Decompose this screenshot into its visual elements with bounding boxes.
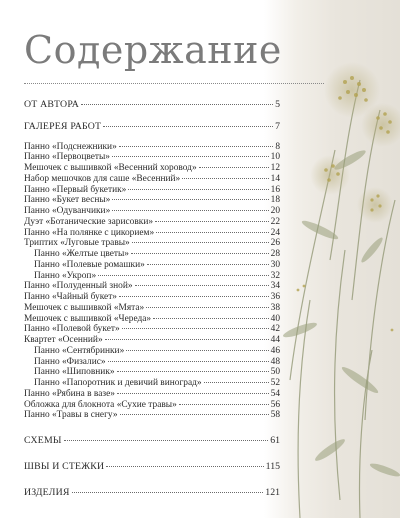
- dot-leader: [112, 156, 269, 157]
- toc-entry-label: Панно «Шиповник»: [34, 367, 115, 378]
- dot-leader: [131, 253, 269, 254]
- dot-leader: [182, 178, 268, 179]
- toc-entry[interactable]: [24, 206, 280, 217]
- toc-entry-label: Панно «Полевой букет»: [24, 324, 120, 335]
- toc-entry-label: Мешочек с вышивкой «Мята»: [24, 302, 145, 313]
- title-divider: [24, 83, 324, 84]
- toc-entry[interactable]: [24, 335, 280, 346]
- toc-page-number: 40: [270, 313, 280, 324]
- toc-page-number: 56: [270, 399, 280, 410]
- toc-entry[interactable]: [24, 314, 280, 325]
- toc-entry-label: СХЕМЫ: [24, 435, 62, 446]
- toc-entry-label: Панно «Одуванчики»: [24, 206, 111, 216]
- toc-entry[interactable]: [24, 152, 280, 163]
- toc-entry-label: Панно «Полуденный зной»: [24, 281, 133, 292]
- toc-page-number: 38: [270, 302, 280, 313]
- toc-page-number: 115: [265, 460, 280, 472]
- toc-entry-label: Панно «Укроп»: [34, 270, 97, 281]
- toc-entry-label: Мешочек с вышивкой «Череда»: [24, 313, 152, 324]
- toc-entry-label: Панно «Папоротник и девичий виноград»: [34, 378, 202, 388]
- dot-leader: [106, 466, 263, 467]
- toc-page-number: 34: [270, 281, 280, 292]
- toc-page-number: 10: [270, 152, 280, 163]
- toc-entry[interactable]: [24, 389, 280, 400]
- toc-entry-author[interactable]: [24, 100, 280, 111]
- toc-entry-label: Панно «Рябина в вазе»: [24, 388, 115, 399]
- toc-entry[interactable]: [24, 228, 280, 239]
- toc-page-number: 121: [265, 486, 280, 498]
- toc-page-number: 24: [270, 227, 280, 238]
- toc-page-number: 12: [270, 163, 280, 173]
- dot-leader: [108, 361, 269, 362]
- toc-entry-label: ГАЛЕРЕЯ РАБОТ: [24, 120, 102, 132]
- dot-leader: [98, 275, 268, 276]
- toc-page-number: 48: [270, 356, 280, 367]
- toc-entry-label: Обложка для блокнота «Сухие травы»: [24, 399, 177, 410]
- toc-page-number: 18: [270, 195, 280, 206]
- toc-entry-label: Панно «Физалис»: [34, 356, 106, 367]
- dot-leader: [204, 382, 269, 383]
- toc-subentry[interactable]: [24, 357, 280, 368]
- toc-subentry[interactable]: [24, 367, 280, 378]
- dot-leader: [64, 440, 269, 441]
- toc-page-number: 14: [270, 173, 280, 184]
- dot-leader: [112, 210, 268, 211]
- dot-leader: [112, 199, 268, 200]
- dot-leader: [155, 221, 269, 222]
- dot-leader: [120, 414, 269, 415]
- toc-entry[interactable]: [24, 142, 280, 153]
- toc-subentry[interactable]: [24, 271, 280, 282]
- toc-works-list: [24, 142, 280, 422]
- toc-entry-label: Дуэт «Ботанические зарисовки»: [24, 216, 154, 227]
- toc-entry-label: Панно «Подснежники»: [24, 141, 117, 152]
- toc-entry-label: Панно «Букет весны»: [24, 195, 111, 206]
- toc-entry[interactable]: [24, 303, 280, 314]
- toc-entry-label: Панно «Первый букетик»: [24, 184, 127, 195]
- toc-entry-label: Панно «Полевые ромашки»: [34, 259, 145, 270]
- toc-entry-label: Панно «Первоцветы»: [24, 152, 110, 163]
- toc-entry-label: Панно «Чайный букет»: [24, 292, 117, 302]
- toc-entry[interactable]: [24, 292, 280, 303]
- dot-leader: [126, 350, 268, 351]
- toc-entry[interactable]: [24, 400, 280, 411]
- toc-entry[interactable]: [24, 174, 280, 185]
- toc-page-number: 16: [270, 184, 280, 195]
- toc-entry[interactable]: [24, 238, 280, 249]
- toc-entry[interactable]: [24, 410, 280, 421]
- toc-subentry[interactable]: [24, 260, 280, 271]
- toc-page-number: 61: [270, 435, 280, 446]
- table-of-contents: [24, 100, 280, 498]
- toc-entry-label: Мешочек с вышивкой «Весенний хоровод»: [24, 163, 197, 173]
- toc-page-number: 52: [270, 378, 280, 388]
- dot-leader: [105, 339, 269, 340]
- dot-leader: [146, 307, 268, 308]
- dot-leader: [72, 492, 264, 493]
- toc-page-number: 58: [270, 410, 280, 421]
- dot-leader: [103, 126, 273, 127]
- toc-page-number: 32: [270, 270, 280, 281]
- toc-entry[interactable]: [24, 195, 280, 206]
- toc-page-number: 30: [270, 259, 280, 270]
- toc-entry[interactable]: [24, 217, 280, 228]
- page-title: Содержание: [24, 28, 282, 72]
- toc-entry-label: ИЗДЕЛИЯ: [24, 486, 70, 498]
- toc-entry-label: Квартет «Осенний»: [24, 335, 103, 345]
- toc-subentry[interactable]: [24, 378, 280, 389]
- toc-page-number: 7: [275, 120, 280, 132]
- toc-entry[interactable]: [24, 281, 280, 292]
- dot-leader: [132, 242, 269, 243]
- dot-leader: [117, 371, 269, 372]
- dot-leader: [122, 328, 269, 329]
- toc-subentry[interactable]: [24, 249, 280, 260]
- toc-entry[interactable]: [24, 324, 280, 335]
- toc-page-number: 5: [275, 99, 280, 110]
- toc-entry-products[interactable]: [24, 488, 280, 499]
- toc-page-number: 20: [270, 206, 280, 216]
- toc-entry-label: Панно «Сентябринки»: [34, 345, 125, 356]
- toc-page-number: 36: [270, 292, 280, 302]
- toc-entry-label: Панно «Травы в снегу»: [24, 410, 118, 421]
- toc-entry-label: Панно «На полянке с цикорием»: [24, 227, 155, 238]
- dot-leader: [117, 393, 269, 394]
- toc-entry-schemes[interactable]: [24, 436, 280, 447]
- toc-entry-label: Набор мешочков для саше «Весенний»: [24, 173, 181, 184]
- toc-page-number: 44: [270, 335, 280, 345]
- dot-leader: [156, 232, 268, 233]
- toc-entry-stitches[interactable]: [24, 462, 280, 473]
- toc-entry-label: Панно «Желтые цветы»: [34, 249, 129, 259]
- toc-entry-label: ОТ АВТОРА: [24, 99, 79, 110]
- toc-page-number: 26: [270, 238, 280, 249]
- toc-entry-gallery[interactable]: [24, 122, 280, 133]
- toc-page-number: 8: [275, 141, 280, 152]
- toc-page-number: 54: [270, 388, 280, 399]
- toc-page-number: 50: [270, 367, 280, 378]
- toc-page-number: 22: [270, 216, 280, 227]
- toc-page-number: 28: [270, 249, 280, 259]
- toc-entry[interactable]: [24, 163, 280, 174]
- dot-leader: [119, 296, 269, 297]
- toc-page-number: 42: [270, 324, 280, 335]
- dot-leader: [147, 264, 269, 265]
- toc-entry-label: Триптих «Луговые травы»: [24, 238, 130, 249]
- toc-subentry[interactable]: [24, 346, 280, 357]
- dot-leader: [119, 146, 274, 147]
- toc-entry-label: ШВЫ И СТЕЖКИ: [24, 460, 105, 472]
- dot-leader: [199, 167, 269, 168]
- dot-leader: [153, 318, 269, 319]
- toc-page-number: 46: [270, 345, 280, 356]
- dot-leader: [135, 285, 269, 286]
- toc-entry[interactable]: [24, 185, 280, 196]
- dot-leader: [128, 189, 268, 190]
- dot-leader: [81, 104, 273, 105]
- dot-leader: [179, 404, 269, 405]
